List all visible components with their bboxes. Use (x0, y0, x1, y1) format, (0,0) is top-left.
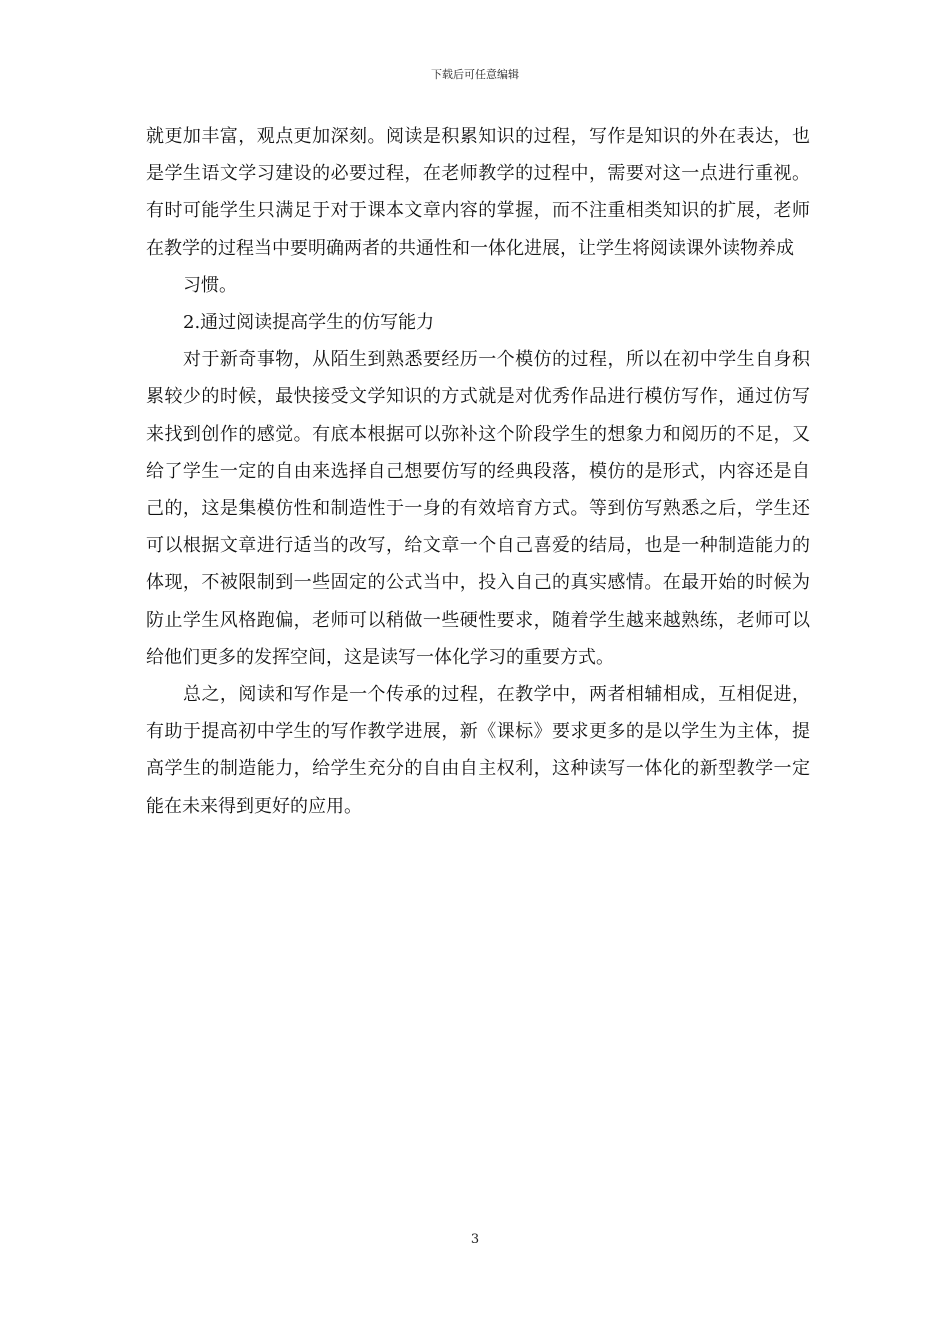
page-number: 3 (470, 1232, 480, 1247)
page-header: 下载后可任意编辑 (431, 68, 519, 81)
paragraph-habit: 习惯。 (183, 274, 237, 296)
paragraph-imitation: 对于新奇事物，从陌生到熟悉要经历一个模仿的过程，所以在初中学生自身积累较少的时候，最快接受文学知识的方式就是对优秀作品进行模仿写作，通过仿写来找到创作的感觉。有底本根据可以弥补这个阶段学生的想象力和阅历的不足，又给了学生一定的自由来选择自己想要仿写的经典段落，模仿的是形式，内容还是自己的，这是集模仿性和制造性于一身的有效培育方式。等到仿写熟悉之后，学生还可以根据文章进行适当的改写，给文章一个自己喜爱的结局，也是一种制造能力的体现，不被限制到一些固定的公式当中，投入自己的真实感情。在最开始的时候为防止学生风格跑偏，老师可以稍做一些硬性要求，随着学生越来越熟练，老师可以给他们更多的发挥空间，这是读写一体化学习的重要方式。 (146, 349, 810, 668)
section-heading: 2.通过阅读提高学生的仿写能力 (183, 312, 435, 334)
paragraph-conclusion: 总之，阅读和写作是一个传承的过程，在教学中，两者相辅相成，互相促进，有助于提高初中学生的写作教学进展，新《课标》要求更多的是以学生为主体，提高学生的制造能力，给学生充分的自由自主权利，这种读写一体化的新型教学一定能在未来得到更好的应用。 (146, 684, 810, 817)
document-body (146, 118, 810, 825)
paragraph-continued: 就更加丰富，观点更加深刻。阅读是积累知识的过程，写作是知识的外在表达，也是学生语文学习建设的必要过程，在老师教学的过程中，需要对这一点进行重视。有时可能学生只满足于对于课本文章内容的掌握，而不注重相类知识的扩展，老师在教学的过程当中要明确两者的共通性和一体化进展，让学生将阅读课外读物养成 (146, 126, 810, 259)
